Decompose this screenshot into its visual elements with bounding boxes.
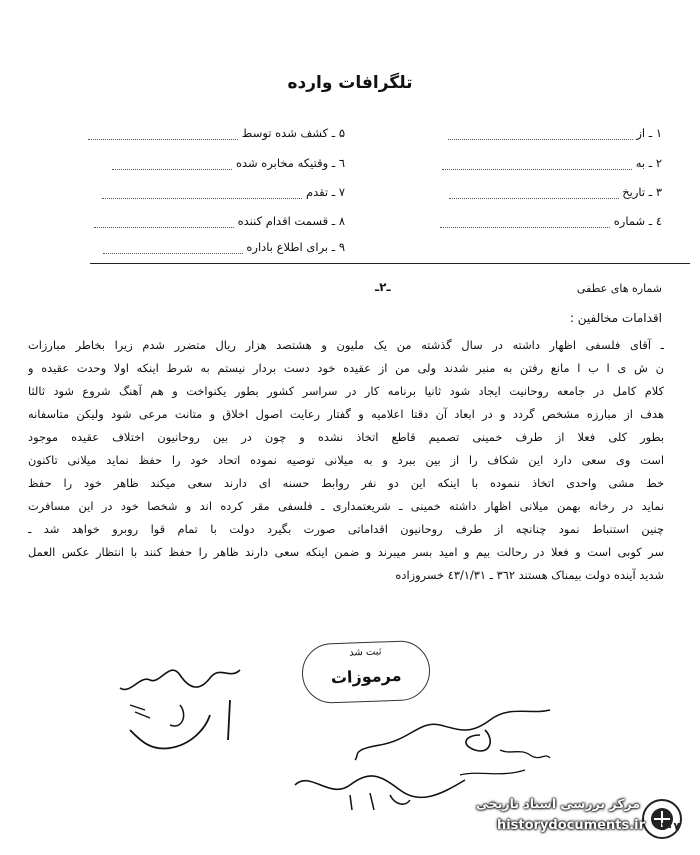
field-label: ۱ ـ از (636, 126, 662, 140)
body-line: بطور کلی فعلا از طرف خمینی تصمیم قاطع اتخاذ نشده و چون در بین روحانیون اختلاف عقیده موجود (28, 430, 664, 444)
field-dots (103, 243, 243, 254)
field-dots (112, 159, 232, 170)
field-dots (448, 129, 633, 140)
field-label: ٦ ـ وقتیکه مخابره شده (235, 156, 345, 170)
stamp-top-text: ثبت شد (348, 646, 382, 659)
archive-logo-icon (640, 797, 684, 841)
field-dots (94, 217, 234, 228)
watermark-url: historydocuments.ir (496, 818, 645, 833)
body-line: چنین استنباط نمود چنانچه از طرف روحانیون اقداماتی صورت بگیرد دولت با تمام قوا روبرو خواهد شد ـ (28, 522, 664, 536)
document-title: تلگرافات وارده (287, 73, 413, 93)
header-field-number (392, 214, 662, 234)
field-label: ۸ ـ قسمت اقدام کننده (237, 214, 345, 228)
field-label: ۷ ـ تقدم (305, 185, 345, 199)
registry-stamp (301, 640, 431, 704)
body-line: ن ش ی ا ب ا مانع رفتن به منبر شدند ولی من از عقیده خود دست بردار نیستم به شرط اینکه اولا وحدت عقیده و (28, 361, 664, 375)
header-divider (90, 263, 690, 264)
telegram-body (28, 334, 664, 587)
body-line: سر کوبی است و فعلا در رحالت بیم و امید بسر میبرند و ضمن اینکه سعی دارند ظاهر را حفظ کنند با انتظار عکس العمل (28, 545, 664, 559)
body-line: شدید آینده دولت بیمناک هستند ۳٦۲ ـ ٤۳/۱/۳۱ خسروزاده (395, 568, 664, 582)
header-field-action-unit (35, 214, 345, 234)
field-label: ۲ ـ به (635, 156, 662, 170)
field-label: ۹ ـ برای اطلاع باداره (246, 240, 345, 254)
field-label: ٤ ـ شماره (613, 214, 662, 228)
header-field-sent-time (35, 156, 345, 176)
field-label: ۵ ـ کشف شده توسط (241, 126, 345, 140)
reference-numbers-label: شماره های عطفی (576, 282, 662, 295)
body-line: هدف از مبارزه مشخص گردد و در ابعاد آن دقتا اعلامیه و گفتار رعایت اصول اخلاق و متانت مرعی شود ولیکن متاسفانه (28, 407, 664, 421)
header-field-priority (35, 185, 345, 205)
header-field-decoded-by (35, 126, 345, 146)
header-field-for-info (35, 240, 345, 260)
field-dots (440, 217, 610, 228)
field-label: ۳ ـ تاریخ (622, 185, 662, 199)
field-dots (449, 188, 619, 199)
field-dots (88, 129, 238, 140)
body-line: خط مشی واحدی اتخاذ ننموده با اینکه این دو نفر روابط حسنه ای دارند سعی میکند ظاهر خود را حفظ (28, 476, 664, 490)
subject-line: اقدامات مخالفین : (569, 311, 662, 325)
document-code: ۱۰۷ (660, 820, 681, 833)
stamp-main-text: مرموزات (330, 665, 402, 688)
handwritten-note-left (110, 660, 260, 760)
body-line: نماید در رخانه بهمن میلانی اظهار داشته خمینی ـ شریعتمداری ـ فلسفی مقر کرده اند و شخصا خود در این مسافرت (28, 499, 664, 513)
body-line: کلام کامل در جامعه روحانیت ایجاد شود ثانیا برنامه کار در سراسر کشور بطور یکنواخت و هم آهنگ شروع شود ثالثا (28, 384, 664, 398)
field-dots (442, 159, 632, 170)
page-number: ـ۲ـ (375, 280, 391, 294)
header-field-from (392, 126, 662, 146)
watermark-archive-name: مرکز بررسی اسناد تاریخی (476, 796, 640, 811)
header-field-to (392, 156, 662, 176)
body-line: ـ آقای فلسفی اظهار داشته در سال گذشته من یک ملیون و هشتصد هزار ریال متضرر شدم زیرا بخاطر مبارزات (28, 338, 664, 352)
body-line: است وی سعی دارد این شکاف را از بین ببرد و به میلانی توصیه نموده اتحاد خود را حفظ نماید میلانی تاکنون (28, 453, 664, 467)
header-field-date (392, 185, 662, 205)
field-dots (102, 188, 302, 199)
